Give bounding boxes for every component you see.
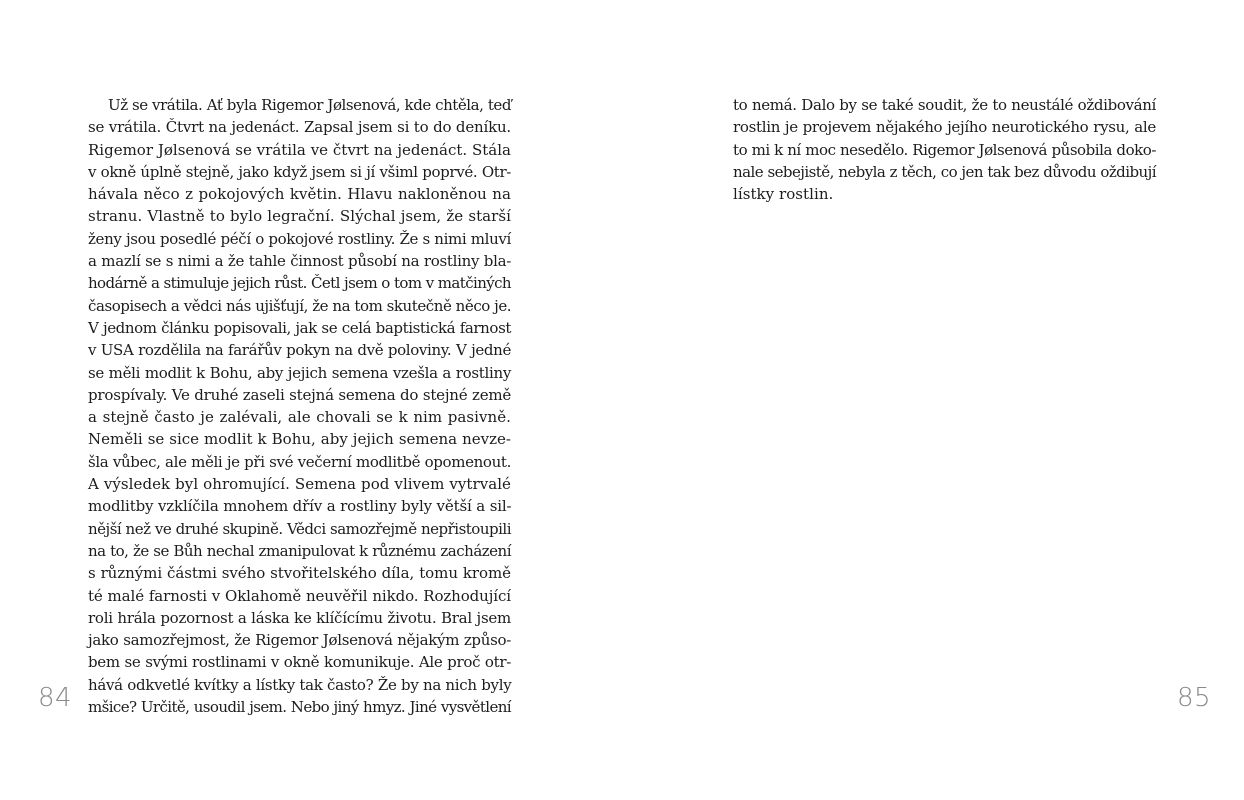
text-line: bem se svými rostlinami v okně komunikuje. Ale proč otr- (88, 653, 511, 672)
text-line: ženy jsou posedlé péčí o pokojové rostliny. Že s nimi mluví (88, 229, 511, 248)
right-page-number: 85 (1177, 683, 1212, 713)
text-line: té malé farnosti v Oklahomě neuvěřil nikdo. Rozhodující (88, 586, 511, 605)
text-line: prospívaly. Ve druhé zaseli stejná semena do stejné země (88, 385, 512, 404)
text-line: V jednom článku popisovali, jak se celá baptistická farnost (88, 318, 511, 337)
text-line: Už se vrátila. Ať byla Rigemor Jølsenová, kde chtěla, teď (108, 96, 511, 114)
text-line: nale sebejistě, nebyla z těch, co jen tak bez důvodu oždibují (733, 162, 1156, 181)
right-page (622, 0, 1244, 800)
text-line: a mazlí se s nimi a že tahle činnost působí na rostliny bla- (88, 252, 511, 271)
text-line: lístky rostlin. (733, 185, 834, 204)
text-line: Rigemor Jølsenová se vrátila ve čtvrt na jedenáct. Stála (88, 140, 511, 159)
text-line: stranu. Vlastně to bylo legrační. Slýchal jsem, že starší (88, 207, 511, 226)
text-line: to nemá. Dalo by se také soudit, že to neustálé oždibování (733, 96, 1156, 114)
text-line: v USA rozdělila na farářův pokyn na dvě poloviny. V jedné (88, 341, 511, 360)
text-line: s různými částmi svého stvořitelského díla, tomu kromě (88, 564, 511, 583)
text-line: šla vůbec, ale měli je při své večerní modlitbě opomenout. (88, 452, 511, 471)
text-line: se měli modlit k Bohu, aby jejich semena vzešla a rostliny (88, 363, 511, 382)
text-line: hává odkvetlé kvítky a lístky tak často? Že by na nich byly (88, 675, 512, 694)
text-line: v okně úplně stejně, jako když jsem si jí všiml poprvé. Otr- (88, 162, 511, 181)
text-line: roli hrála pozornost a láska ke klíčícímu životu. Bral jsem (88, 608, 511, 627)
text-line: jako samozřejmost, že Rigemor Jølsenová nějakým způso- (88, 631, 511, 650)
text-line: modlitby vzklíčila mnohem dřív a rostliny byly větší a sil- (88, 497, 512, 516)
text-line: časopisech a vědci nás ujišťují, že na tom skutečně něco je. (88, 296, 512, 315)
text-line: se vrátila. Čtvrt na jedenáct. Zapsal jsem si to do deníku. (88, 118, 511, 137)
left-page-number: 84 (38, 683, 73, 713)
text-line: to mi k ní moc nesedělo. Rigemor Jølsenová působila doko- (733, 140, 1156, 159)
text-line: na to, že se Bůh nechal zmanipulovat k různému zacházení (88, 541, 511, 560)
text-line: Neměli se sice modlit k Bohu, aby jejich semena nevze- (88, 430, 511, 449)
text-line: a stejně často je zalévali, ale chovali se k nim pasivně. (88, 408, 511, 427)
text-line: mšice? Určitě, usoudil jsem. Nebo jiný hmyz. Jiné vysvětlení (88, 698, 511, 717)
text-line: A výsledek byl ohromující. Semena pod vlivem vytrvalé (88, 475, 511, 494)
text-line: hávala něco z pokojových květin. Hlavu nakloněnou na (88, 185, 511, 204)
text-line: nější než ve druhé skupině. Vědci samozřejmě nepřistoupili (88, 519, 511, 538)
left-page-text-column (88, 94, 511, 718)
text-line: hodárně a stimuluje jejich růst. Četl jsem o tom v matčiných (88, 274, 511, 293)
right-page-text-column (733, 94, 1156, 205)
text-line: rostlin je projevem nějakého jejího neurotického rysu, ale (733, 118, 1156, 137)
